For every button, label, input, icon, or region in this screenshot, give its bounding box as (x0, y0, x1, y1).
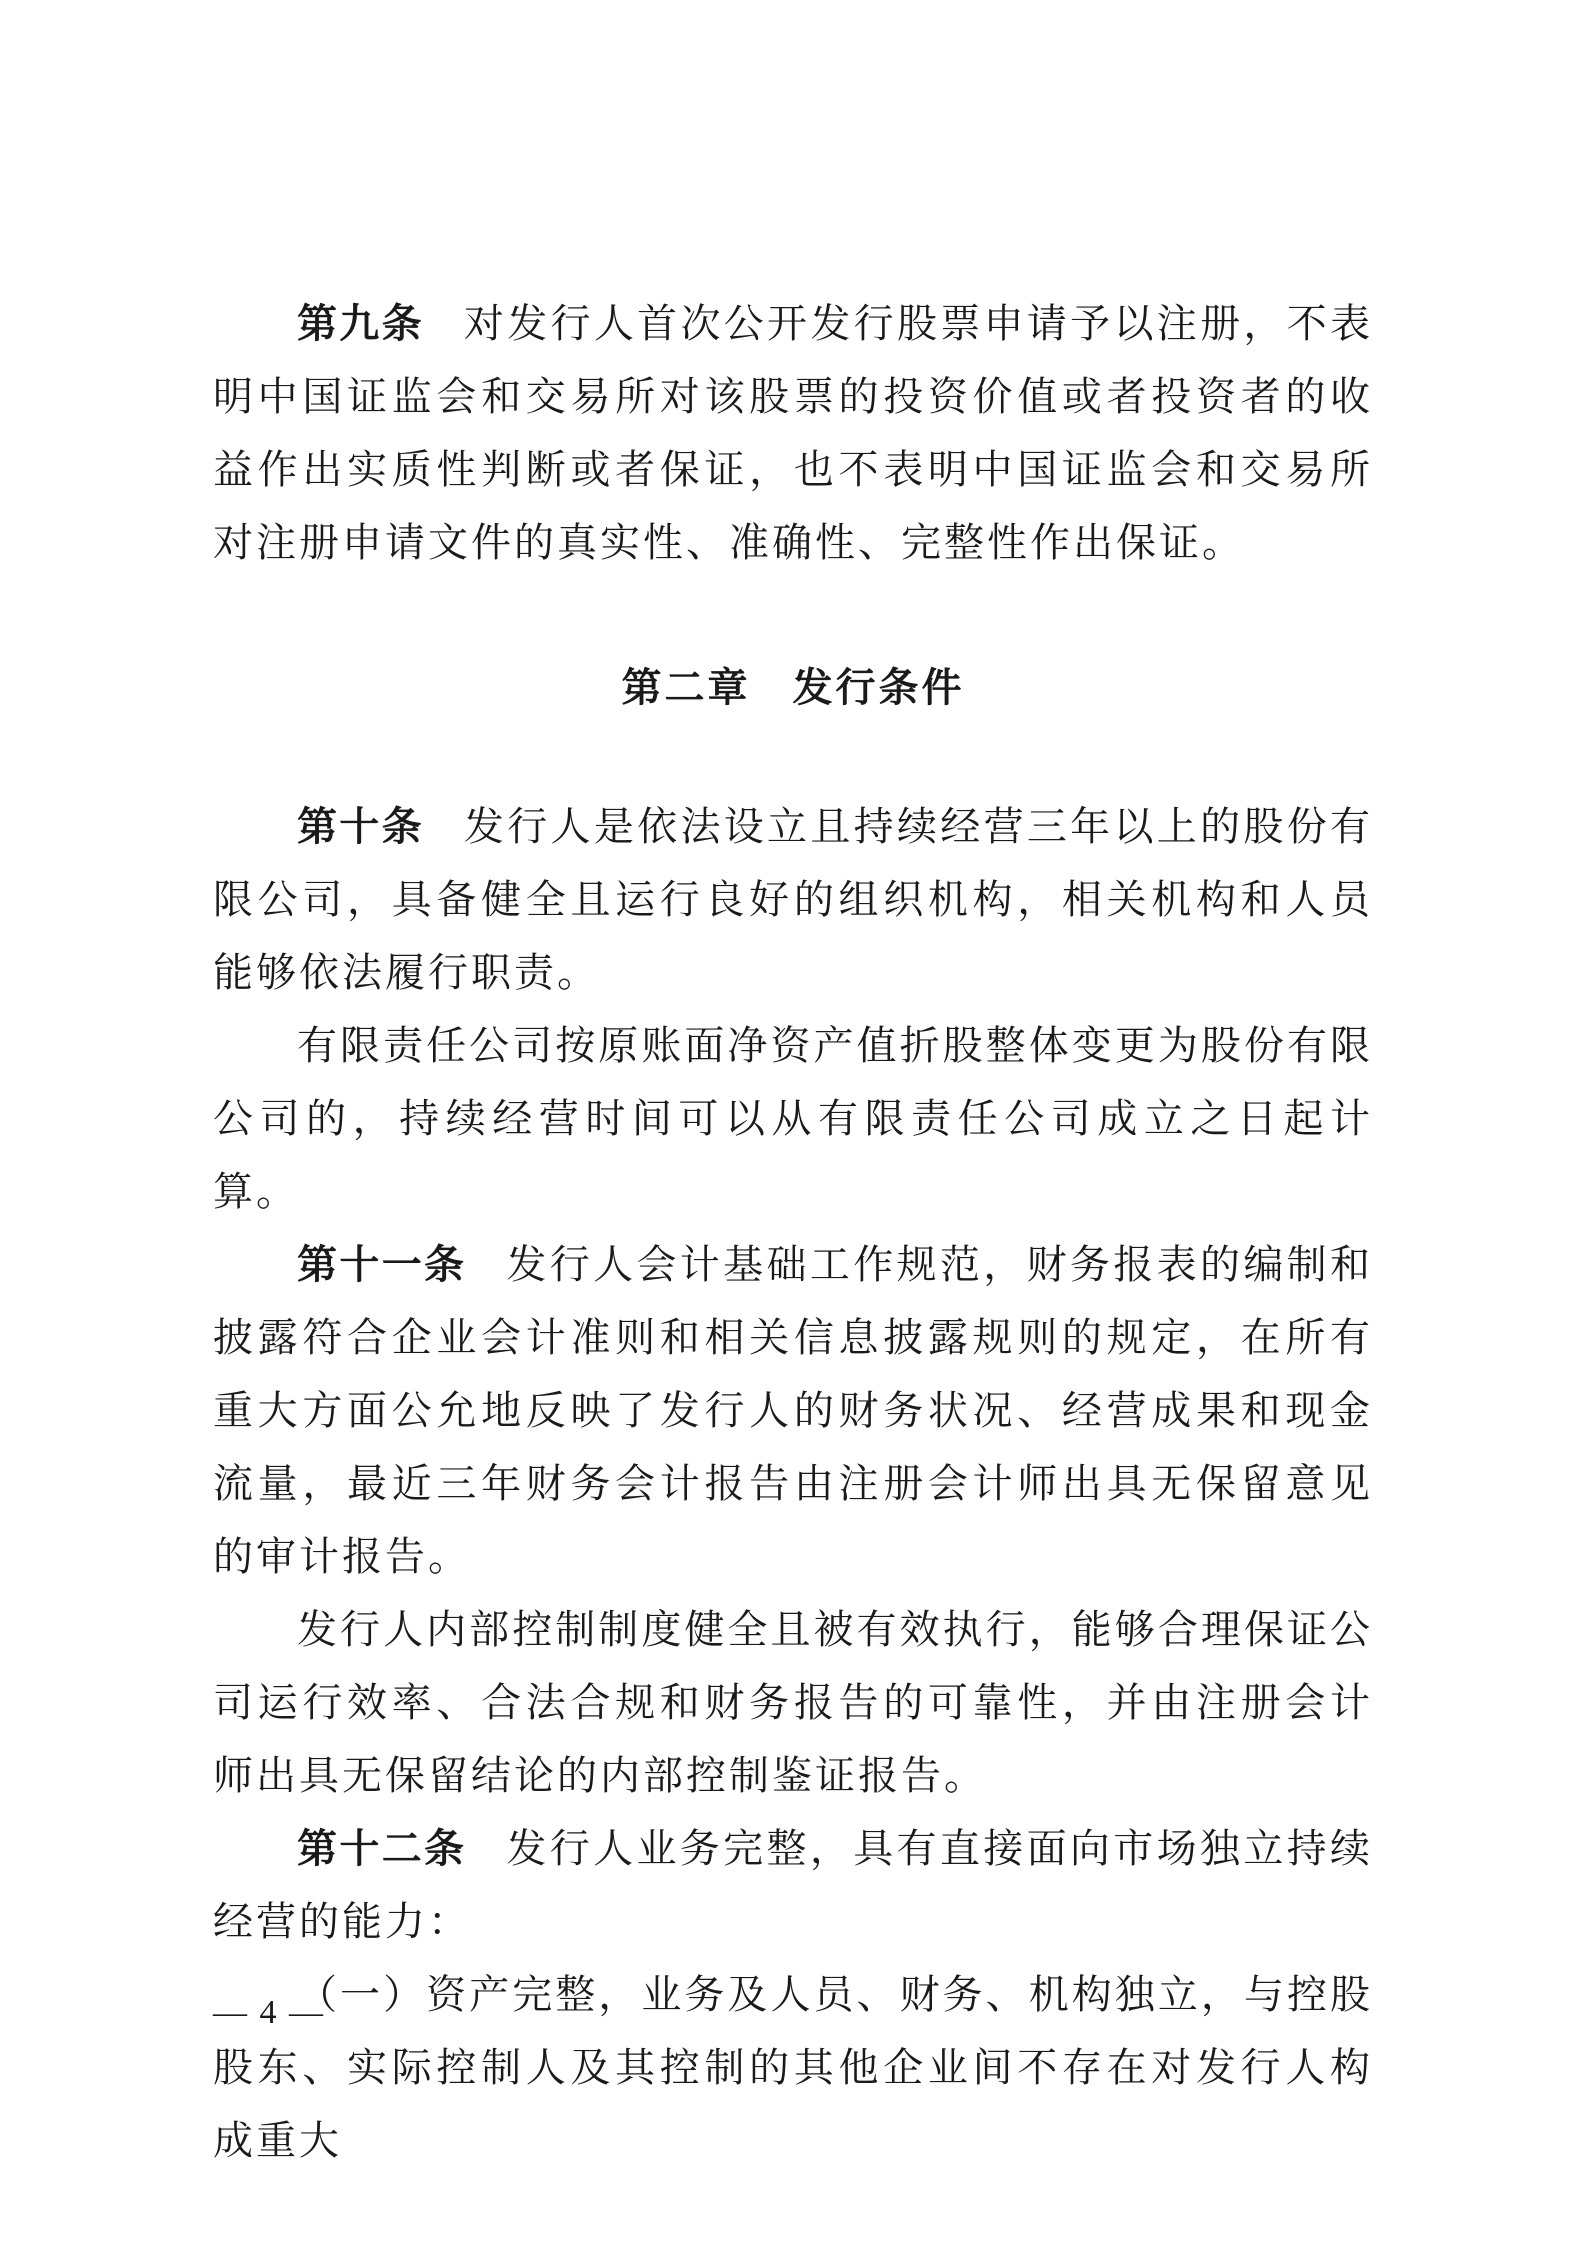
chapter-heading (213, 656, 1373, 713)
article-number: 第十条 (297, 804, 424, 850)
article-text: 发行人是依法设立且持续经营三年以上的股份有限公司，具备健全且运行良好的组织机构，相关机构和人员能够依法履行职责。 (213, 804, 1374, 996)
article-9 (213, 288, 1373, 580)
document-body (213, 288, 1373, 2178)
article-text: 发行人会计基础工作规范，财务报表的编制和披露符合企业会计准则和相关信息披露规则的规定，在所有重大方面公允地反映了发行人的财务状况、经营成果和现金流量，最近三年财务会计报告由注册会计师出具无保留意见的审计报告。 (213, 1242, 1374, 1580)
article-10-paragraph-2: 有限责任公司按原账面净资产值折股整体变更为股份有限公司的，持续经营时间可以从有限责任公司成立之日起计算。 (213, 1023, 1373, 1215)
article-number: 第九条 (297, 301, 424, 347)
article-text: 发行人业务完整，具有直接面向市场独立持续经营的能力： (213, 1826, 1374, 1945)
chapter-title: 发行条件 (792, 665, 965, 711)
article-11 (213, 1229, 1373, 1594)
article-number: 第十二条 (297, 1826, 467, 1872)
article-text: 对发行人首次公开发行股票申请予以注册，不表明中国证监会和交易所对该股票的投资价值或者投资者的收益作出实质性判断或者保证，也不表明中国证监会和交易所对注册申请文件的真实性、准确性、完整性作出保证。 (213, 301, 1374, 566)
article-number: 第十一条 (297, 1242, 467, 1288)
article-12-item-1: （一）资产完整，业务及人员、财务、机构独立，与控股股东、实际控制人及其控制的其他企业间不存在对发行人构成重大 (213, 1972, 1373, 2164)
article-10 (213, 791, 1373, 1010)
page-number: — 4 — (213, 1994, 325, 2031)
article-12 (213, 1813, 1373, 1959)
chapter-number: 第二章 (621, 665, 751, 711)
article-11-paragraph-2: 发行人内部控制制度健全且被有效执行，能够合理保证公司运行效率、合法合规和财务报告的可靠性，并由注册会计师出具无保留结论的内部控制鉴证报告。 (213, 1607, 1373, 1799)
